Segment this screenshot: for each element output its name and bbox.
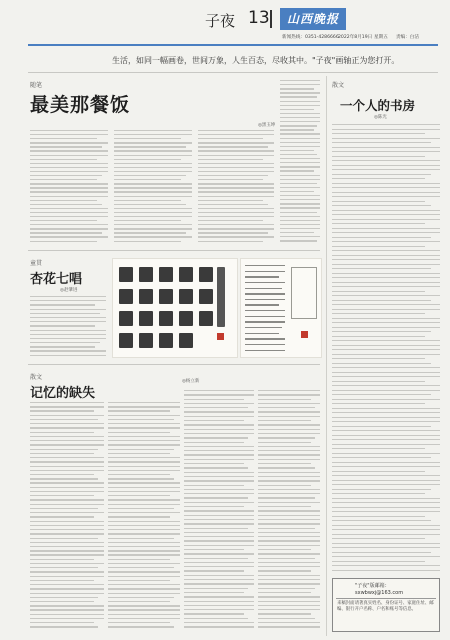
red-seal xyxy=(217,333,224,340)
essay1-author: ◎黑玉坤 xyxy=(258,123,276,128)
header xyxy=(0,0,450,52)
issue-weekday: 星期五 xyxy=(374,35,388,40)
essay1-title: 最美那餐饭 xyxy=(30,94,131,116)
essay2-col4 xyxy=(258,390,320,628)
calligraphy-poem-image xyxy=(240,258,322,358)
essay1-col1 xyxy=(30,130,108,242)
editor-credit: 责编：白洁 xyxy=(396,35,419,40)
column-divider xyxy=(326,76,327,636)
section-name: 子夜 xyxy=(205,12,236,30)
essay1-col3 xyxy=(198,130,274,242)
mailbox-box xyxy=(332,578,440,632)
essay2-col1 xyxy=(30,402,104,628)
essay2-tag: 散文 xyxy=(30,374,43,381)
mailbox-title: "子夜"版邮箱： xyxy=(355,583,390,589)
poem-text xyxy=(30,296,106,356)
essay2-col3 xyxy=(184,390,254,628)
essay1-col2 xyxy=(114,130,192,242)
poem-author: ◎赵肇进 xyxy=(60,288,78,293)
page-number: 13 xyxy=(248,8,270,28)
essay2-author: ◎杨立新 xyxy=(182,379,200,384)
slogan-rule xyxy=(28,72,438,73)
header-rule xyxy=(28,44,438,46)
right-author: ◎陈光 xyxy=(374,115,387,120)
mailbox-email[interactable]: sxwbwxj@163.com xyxy=(355,590,404,596)
poem-tag: 童贯 xyxy=(30,260,43,267)
red-seal-2 xyxy=(301,331,308,338)
slogan: 生活，如同一幅画卷，世间万象，人生百态，尽收其中。"子夜"画轴正为您打开。 xyxy=(112,56,400,65)
essay1-col4 xyxy=(280,80,320,242)
divider-bar xyxy=(270,10,272,28)
essay1-rule xyxy=(28,250,320,251)
masthead-logo: 山西晚报 xyxy=(280,8,346,30)
right-col-text xyxy=(332,124,440,572)
essay1-tag: 随笔 xyxy=(30,82,43,89)
poem-title: 杏花七唱 xyxy=(30,272,83,287)
essay2-col2 xyxy=(108,402,180,628)
poem-rule xyxy=(28,364,320,365)
hotline: 新闻热线：0351-4286666 xyxy=(282,35,339,40)
mailbox-note: 来稿封面请著真实姓名、身份证号、家庭住址、邮编、银行开户名称、户名和账号等信息。 xyxy=(337,601,434,612)
right-tag: 散文 xyxy=(332,82,345,89)
essay2-title: 记忆的缺失 xyxy=(30,386,96,401)
calligraphy-image xyxy=(112,258,238,358)
issue-date: 2022年8月19日 xyxy=(338,35,373,40)
right-title: 一个人的书房 xyxy=(340,98,416,113)
